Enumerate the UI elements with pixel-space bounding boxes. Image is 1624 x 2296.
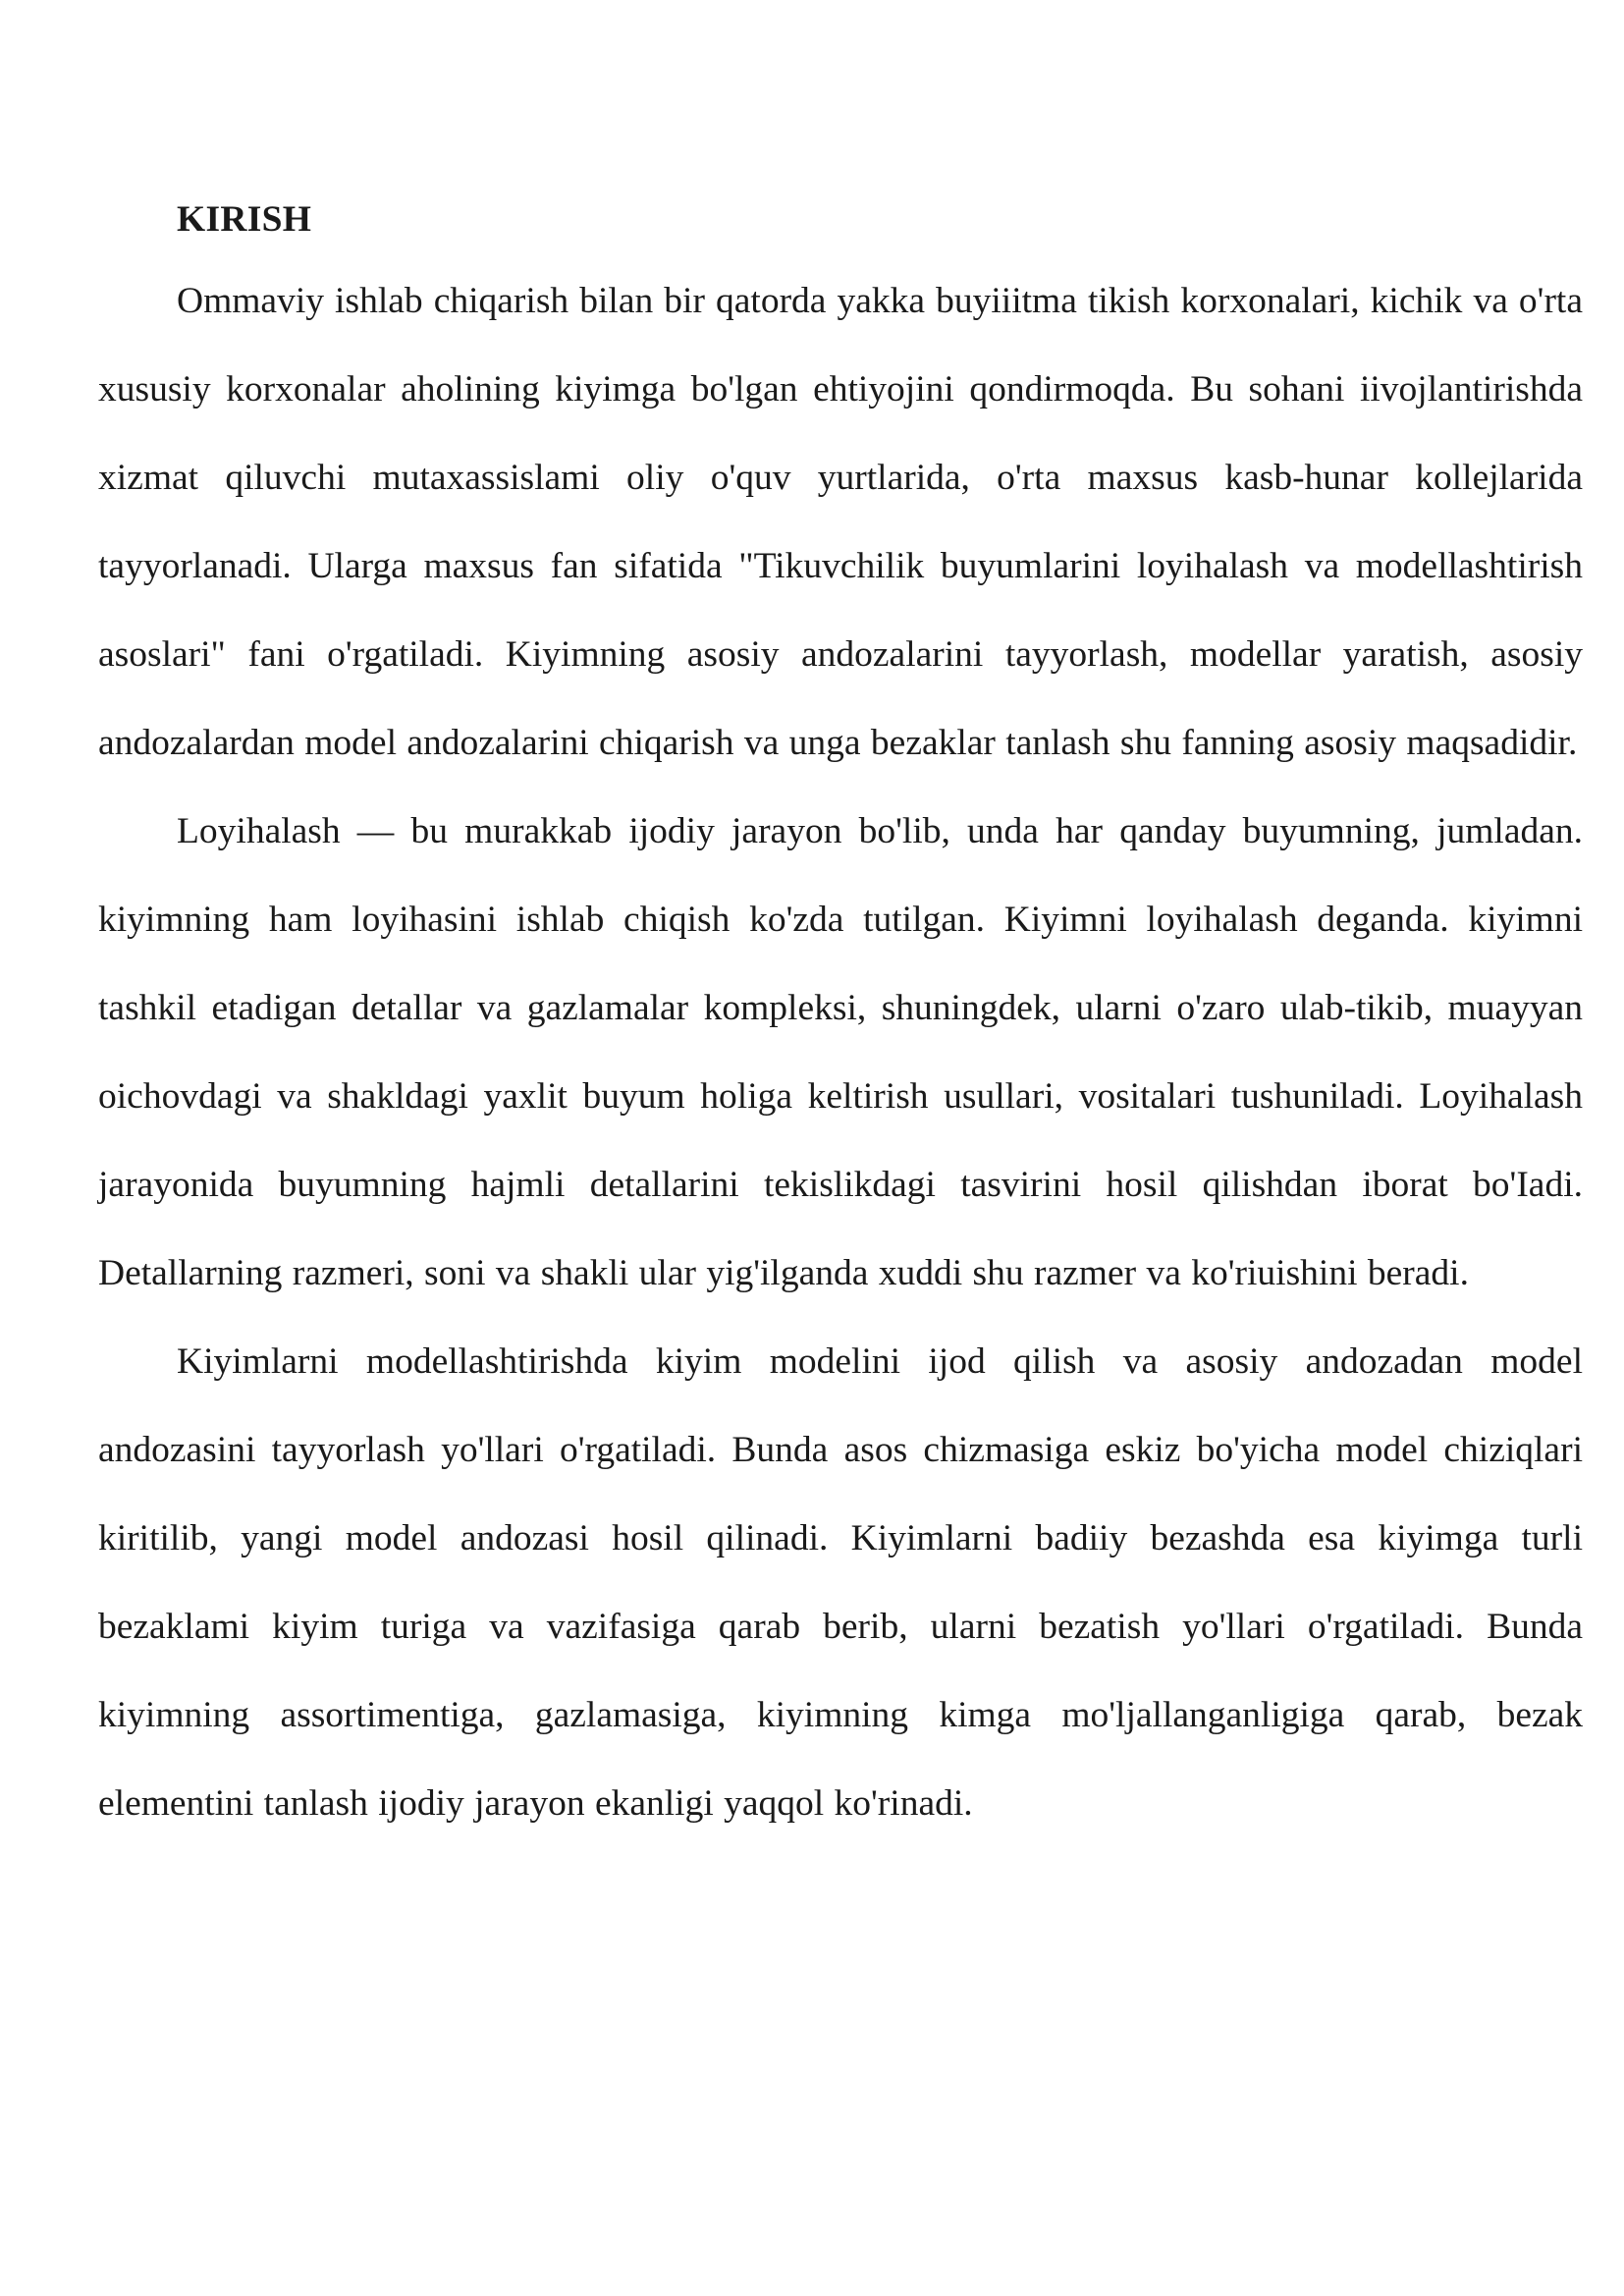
paragraph-loyihalash: Loyihalash — bu murakkab ijodiy jarayon bo'lib, unda har qanday buyumning, jumladan. kiyimning ham loyihasini ishlab chiqish ko'zda tutilgan. Kiyimni loyihalash deganda. kiyimni tashkil etadigan detallar va gazlamalar kompleksi, shuningdek, ularni o'zaro ulab-tikib, muayyan oichovdagi va shakldagi yaxlit buyum holiga keltirish usullari, vositalari tushuniladi. Loyihalash jarayonida buyumning hajmli detallarini tekislikdagi tasvirini hosil qilishdan iborat bo'Iadi. Detallarning razmeri, soni va shakli ular yig'ilganda xuddi shu razmer va ko'riuishini beradi. xyxy=(98,811,1583,1293)
document-body xyxy=(98,192,1583,1848)
paragraph-modellashtirish: Kiyimlarni modellashtirishda kiyim modelini ijod qilish va asosiy andozadan model andozasini tayyorlash yo'llari o'rgatiladi. Bunda asos chizmasiga eskiz bo'yicha model chiziqlari kiritilib, yangi model andozasi hosil qilinadi. Kiyimlarni badiiy bezashda esa kiyimga turli bezaklami kiyim turiga va vazifasiga qarab berib, ularni bezatish yo'llari o'rgatiladi. Bunda kiyimning assortimentiga, gazlamasiga, kiyimning kimga mo'ljallanganligiga qarab, bezak elementini tanlash ijodiy jarayon ekanligi yaqqol ko'rinadi. xyxy=(98,1341,1583,1824)
section-heading: KIRISH xyxy=(177,199,312,240)
paragraph-intro: Ommaviy ishlab chiqarish bilan bir qatorda yakka buyiiitma tikish korxonalari, kichik va o'rta xususiy korxonalar aholining kiyimga bo'lgan ehtiyojini qondirmoqda. Bu sohani iivojlantirishda xizmat qiluvchi mutaxassislami oliy o'quv yurtlarida, o'rta maxsus kasb-hunar kollejlarida tayyorlanadi. Ularga maxsus fan sifatida "Tikuvchilik buyumlarini loyihalash va modellashtirish asoslari" fani o'rgatiladi. Kiyimning asosiy andozalarini tayyorlash, modellar yaratish, asosiy andozalardan model andozalarini chiqarish va unga bezaklar tanlash shu fanning asosiy maqsadidir. xyxy=(98,281,1583,763)
